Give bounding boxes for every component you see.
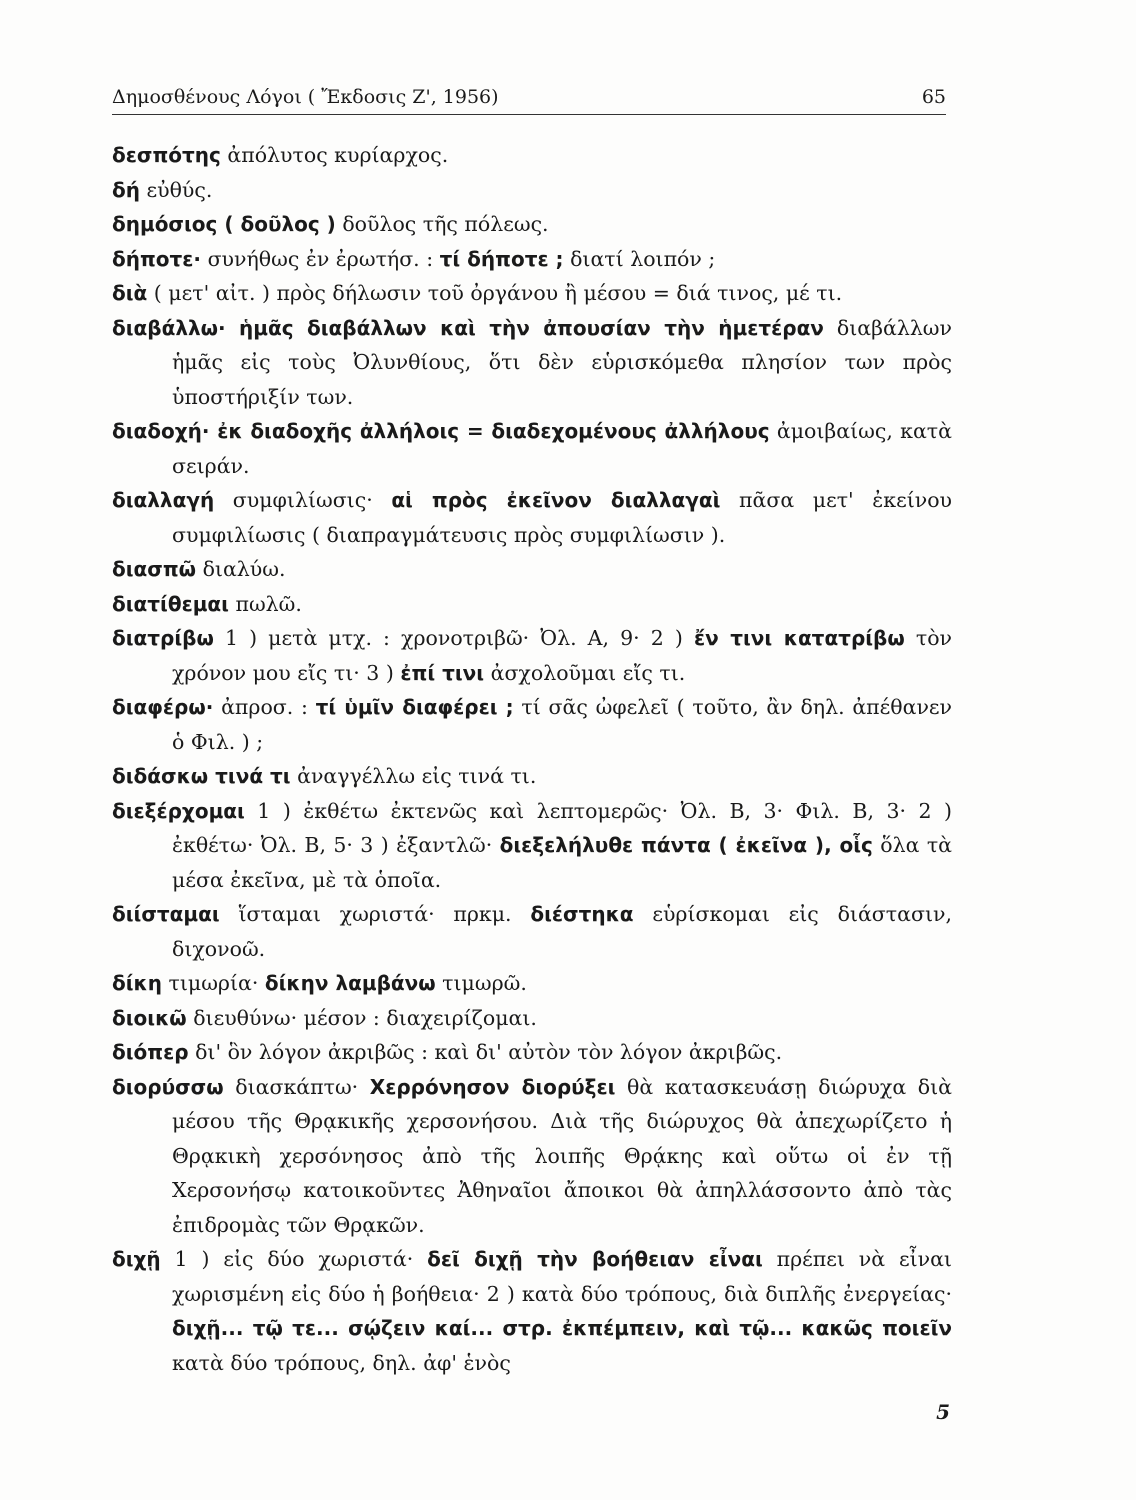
phrase: Χερρόνησον διορύξει: [369, 1074, 616, 1099]
headword: διαλλαγή: [112, 488, 215, 512]
definition: πᾶσα μετ' ἐκείνου συμφιλίωσις ( διαπραγμάτευσις πρὸς συμφιλίωσιν ).: [172, 488, 952, 547]
glossary-entry: [112, 173, 952, 208]
glossary-entry: [112, 242, 952, 277]
glossary-entry: [112, 1070, 952, 1243]
glossary-entry: [112, 276, 952, 311]
headword: δημόσιος ( δοῦλος ): [112, 212, 336, 236]
definition: ἀσχολοῦμαι εἴς τι.: [484, 660, 686, 685]
signature-mark: 5: [936, 1400, 950, 1424]
definition: τί σᾶς ὠφελεῖ ( τοῦτο, ἂν δηλ. ἀπέθανεν ὁ Φιλ. ) ;: [172, 695, 952, 754]
book-title: Δημοσθένους Λόγοι ( Ἔκδοσις Ζ', 1956): [112, 86, 499, 108]
glossary-entry: [112, 1001, 952, 1036]
headword: διορύσσω: [112, 1074, 224, 1099]
phrase: ἐπί τινι: [400, 660, 485, 685]
phrase: τί δήποτε ;: [439, 246, 564, 271]
glossary-entry: [112, 138, 952, 173]
definition: θὰ κατασκευάσῃ διώρυχα διὰ μέσου τῆς Θρᾳκικῆς χερσονήσου. Διὰ τῆς διώρυχος θὰ ἀπεχωρίζετο ἡ Θρᾳκικὴ χερσόνησος ἀπὸ τῆς λοιπῆς Θρᾴκης καὶ οὕτω οἱ ἐν τῇ Χερσονήσῳ κατοικοῦντες Ἀθηναῖοι ἄποικοι θὰ ἀπηλλάσσοντο ἀπὸ τὰς ἐπιδρομὰς τῶν Θρᾳκῶν.: [172, 1074, 953, 1237]
headword: διίσταμαι: [112, 902, 220, 926]
definition: εὐθύς.: [139, 177, 213, 202]
glossary-entry: [112, 1242, 952, 1380]
definition: κατὰ δύο τρόπους, δηλ. ἀφ' ἑνὸς: [172, 1350, 511, 1375]
phrase: δεῖ διχῇ τὴν βοήθειαν εἶναι: [427, 1247, 763, 1271]
headword: διχῇ: [112, 1247, 161, 1271]
phrase: διχῇ... τῷ τε... σῴζειν καί... στρ. ἐκπέμπειν, καὶ τῷ... κακῶς ποιεῖν: [172, 1316, 952, 1340]
headword: διατρίβω: [112, 626, 214, 650]
glossary-entry: [112, 587, 952, 622]
glossary-entry: [112, 621, 952, 690]
headword: δήποτε·: [112, 246, 202, 271]
definition: εὑρίσκομαι εἰς διάστασιν, διχονοῶ.: [172, 902, 952, 961]
glossary-body: [112, 138, 952, 1380]
glossary-entry: [112, 690, 952, 759]
definition: ἀναγγέλλω εἰς τινά τι.: [290, 764, 537, 788]
glossary-entry: [112, 794, 952, 898]
phrase: αἱ πρὸς ἐκεῖνον διαλλαγαὶ: [391, 488, 721, 512]
page-number: 65: [921, 86, 946, 108]
definition: ἀπρoσ. :: [213, 695, 316, 719]
headword: διαφέρω·: [112, 695, 214, 719]
definition: πωλῶ.: [228, 591, 302, 616]
headword: διατίθεμαι: [112, 591, 229, 616]
definition: διασκάπτω·: [223, 1074, 370, 1099]
glossary-entry: [112, 414, 952, 483]
glossary-entry: [112, 966, 952, 1001]
phrase: διεξελήλυθε πάντα ( ἐκεῖνα ), οἷς: [499, 833, 873, 857]
headword: διαβάλλω· ἡμᾶς διαβάλλων καὶ τὴν ἀπουσίαν τὴν ἡμετέραν: [112, 315, 824, 340]
headword: διασπῶ: [112, 557, 197, 581]
glossary-entry: [112, 1035, 952, 1070]
definition: ὅλα τὰ μέσα ἐκεῖνα, μὲ τὰ ὁποῖα.: [172, 833, 953, 892]
definition: διαβάλλων ἡμᾶς εἰς τοὺς Ὀλυνθίους, ὅτι δὲν εὑρισκόμεθα πλησίον των πρὸς ὑποστήριξίν των.: [172, 315, 952, 409]
definition: ἵσταμαι χωριστά· πρκμ.: [219, 902, 531, 926]
definition: διευθύνω· μέσον : διαχειρίζομαι.: [186, 1005, 537, 1030]
definition: 1 ) μετὰ μτχ. : χρονοτριβῶ· Ὀλ. Α, 9· 2 ): [213, 626, 694, 650]
phrase: διέστηκα: [530, 902, 634, 926]
definition: διαλύω.: [196, 557, 286, 581]
definition: τὸν χρόνον μου εἴς τι· 3 ): [172, 626, 952, 685]
headword: δεσπότης: [112, 143, 221, 167]
glossary-entry: [112, 897, 952, 966]
definition: συμφιλίωσις·: [214, 488, 392, 512]
glossary-entry: [112, 552, 952, 587]
definition: τιμωρῶ.: [435, 971, 527, 995]
headword: διαδοχή· ἐκ διαδοχῆς ἀλλήλοις = διαδεχομένους ἀλλήλους: [112, 419, 770, 443]
definition: πρέπει νὰ εἶναι χωρισμένη εἰς δύο ἡ βοήθεια· 2 ) κατὰ δύο τρόπους, διὰ διπλῆς ἐνεργείας·: [172, 1247, 952, 1306]
definition: διατί λοιπόν ;: [563, 246, 716, 271]
definition: δοῦλος τῆς πόλεως.: [335, 212, 549, 236]
phrase: ἔν τινι κατατρίβω: [693, 626, 905, 650]
headword: διεξέρχομαι: [112, 798, 245, 823]
definition: τιμωρία·: [161, 971, 265, 995]
definition: ἀπόλυτος κυρίαρχος.: [220, 143, 449, 167]
running-header: [112, 84, 946, 115]
glossary-entry: [112, 311, 952, 415]
definition: δι' ὃν λόγον ἀκριβῶς : καὶ δι' αὐτὸν τὸν λόγον ἀκριβῶς.: [188, 1040, 783, 1064]
glossary-entry: [112, 759, 952, 794]
definition: 1 ) ἐκθέτω ἐκτενῶς καὶ λεπτομερῶς· Ὀλ. Β, 3· Φιλ. Β, 3· 2 ) ἐκθέτω· Ὀλ. Β, 5· 3 ) ἐξαντλῶ·: [172, 798, 952, 857]
phrase: τί ὑμῖν διαφέρει ;: [315, 695, 514, 719]
glossary-entry: [112, 207, 952, 242]
glossary-entry: [112, 483, 952, 552]
headword: δίκη: [112, 971, 162, 995]
definition: ἀμοιβαίως, κατὰ σειράν.: [172, 419, 952, 478]
headword: διόπερ: [112, 1040, 189, 1064]
phrase: δίκην λαμβάνω: [264, 971, 436, 995]
headword: διοικῶ: [112, 1005, 187, 1030]
definition: συνήθως ἐν ἐρωτήσ. :: [201, 246, 440, 271]
headword: διὰ: [112, 281, 148, 305]
headword: διδάσκω τινά τι: [112, 764, 291, 788]
definition: 1 ) εἰς δύο χωριστά·: [160, 1247, 428, 1271]
headword: δή: [112, 177, 140, 202]
definition: ( μετ' αἰτ. ) πρὸς δήλωσιν τοῦ ὀργάνου ἢ μέσου = διά τινος, μέ τι.: [147, 281, 843, 305]
